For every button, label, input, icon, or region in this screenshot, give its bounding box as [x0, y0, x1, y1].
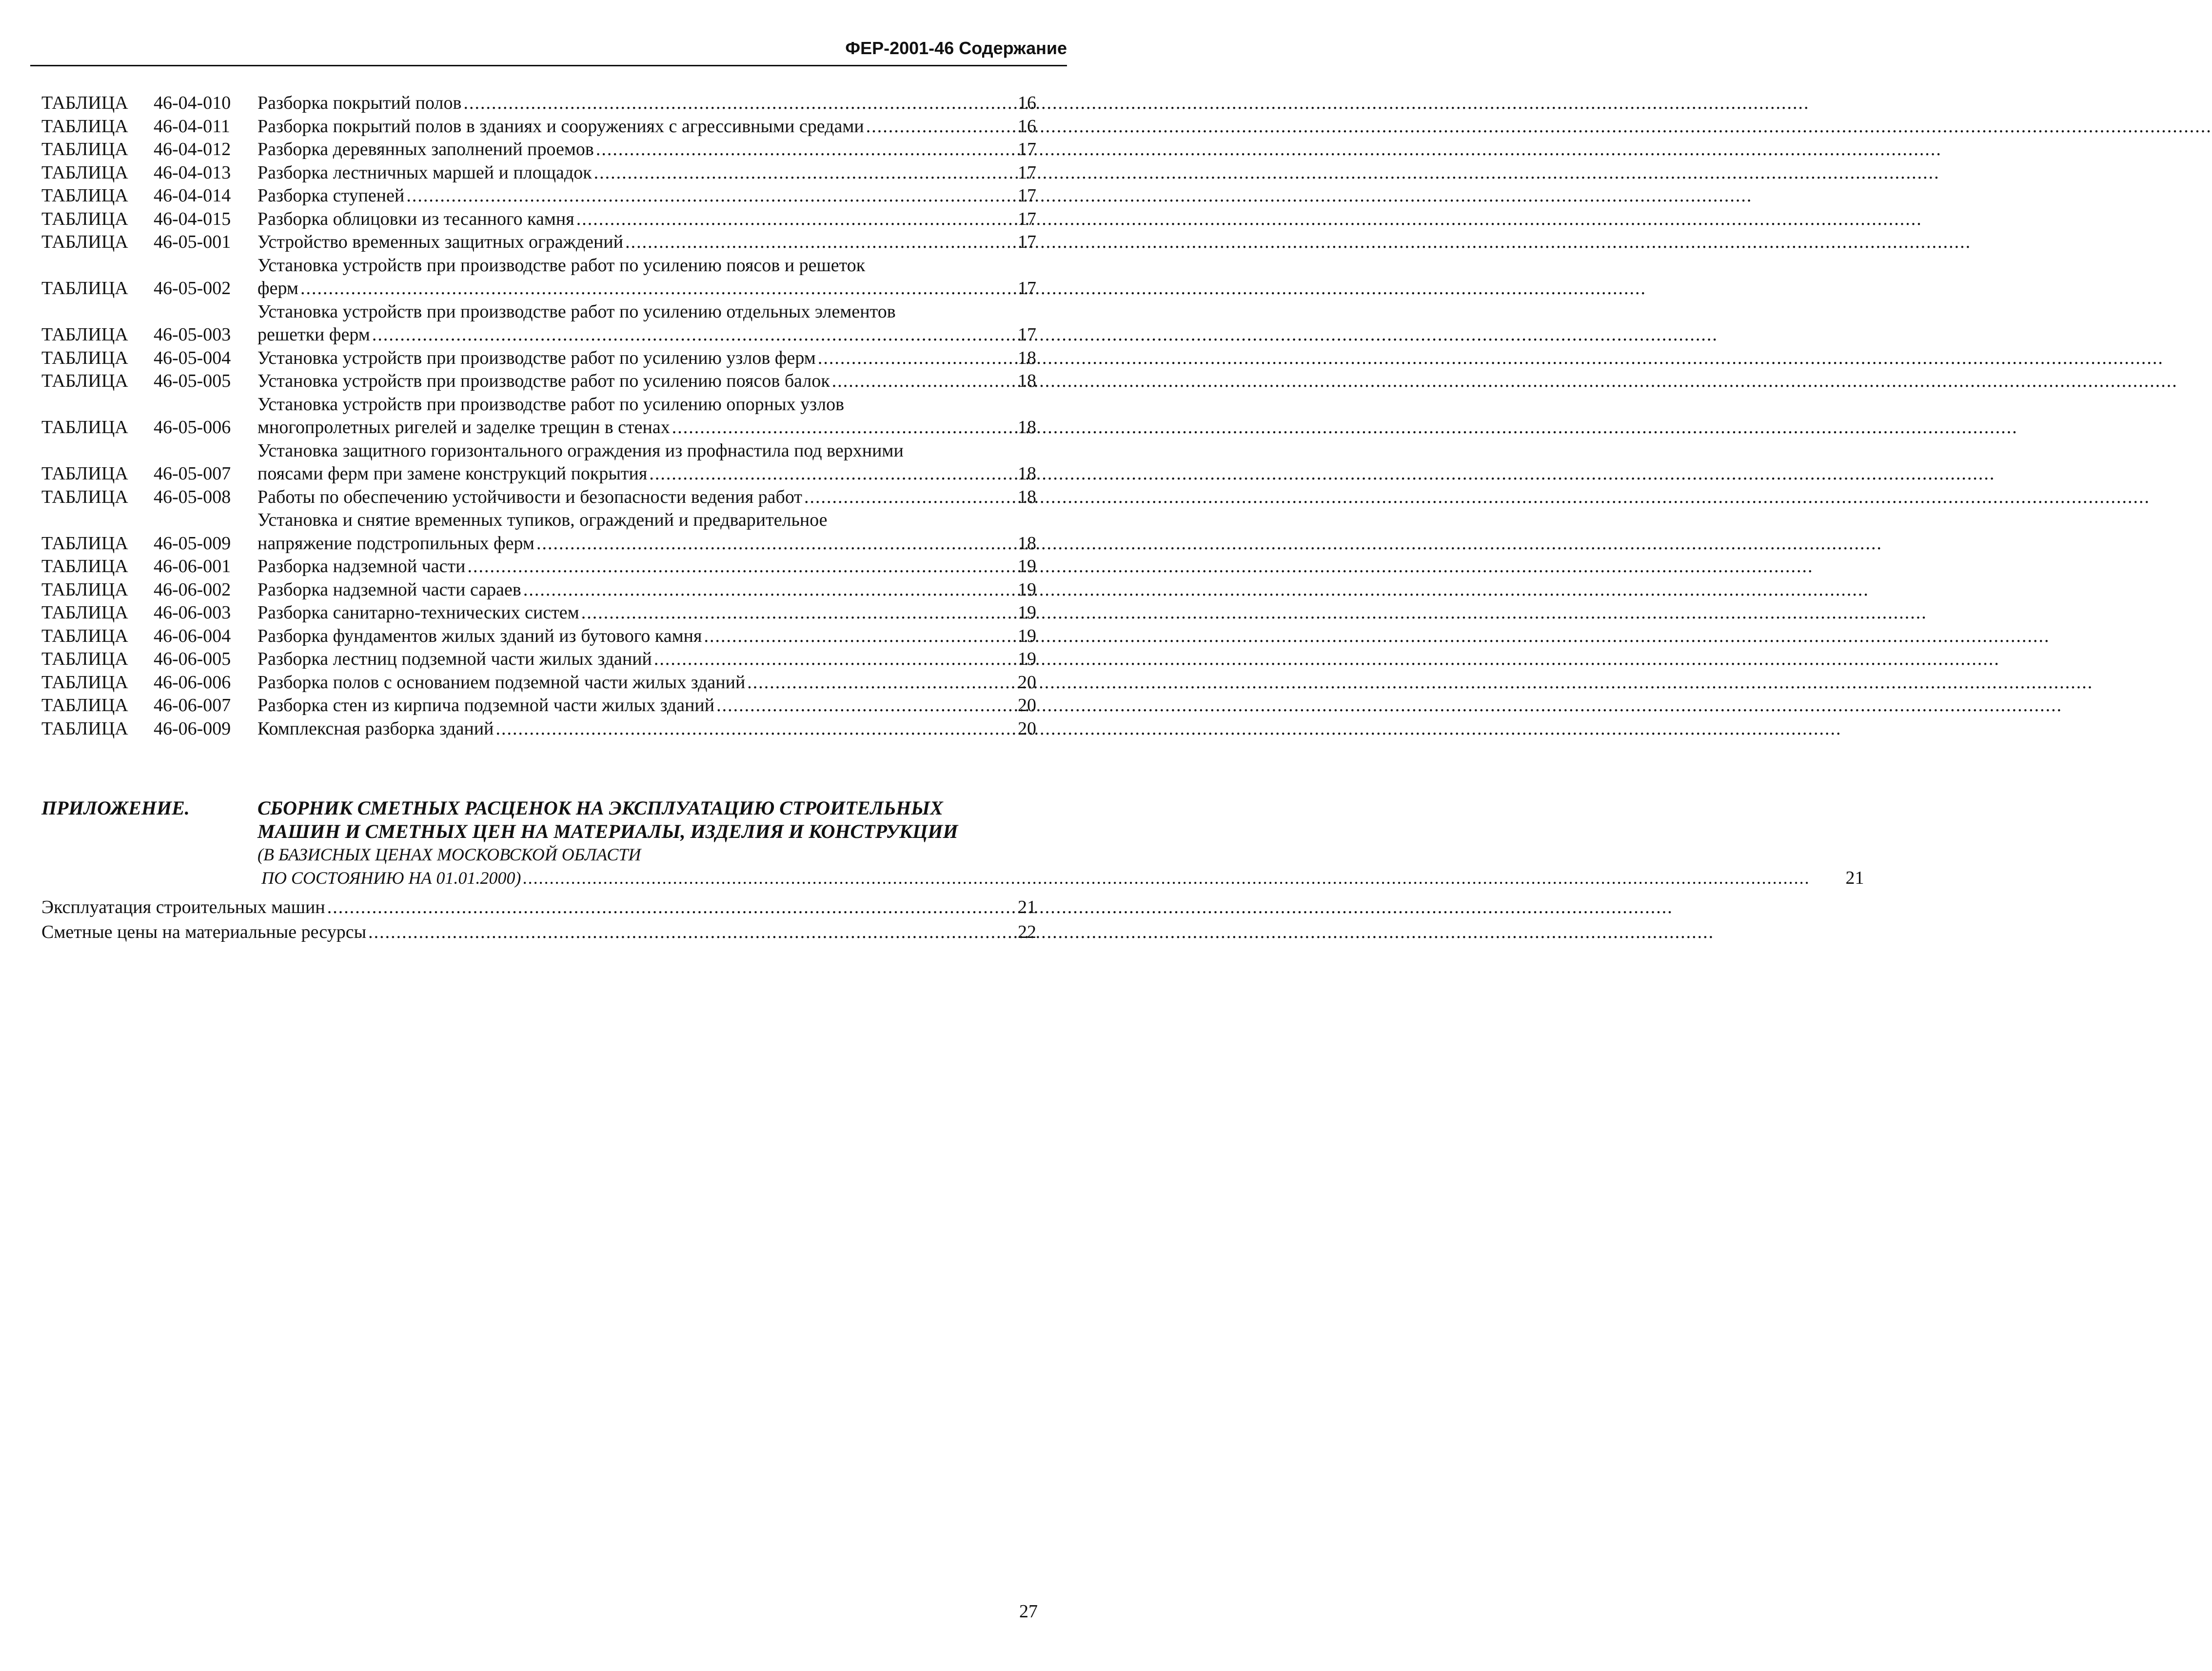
page-header-title: ФЕР-2001-46 Содержание	[845, 38, 1067, 58]
leader-dots	[536, 532, 983, 556]
toc-title-line: Работы по обеспечению устойчивости и безопасности ведения работ	[257, 486, 802, 507]
toc-row[interactable]	[41, 184, 1036, 208]
leader-dots	[704, 625, 983, 648]
toc-row[interactable]	[41, 254, 1036, 300]
toc-title-line: Устройство временных защитных ограждений	[257, 232, 624, 252]
toc-code: 46-04-014	[154, 185, 231, 206]
toc-title	[257, 393, 983, 439]
toc-page: 18	[1018, 347, 1036, 368]
toc-label: ТАБЛИЦА	[41, 347, 128, 368]
toc-title-line: Разборка лестничных маршей и площадок	[257, 162, 592, 183]
toc-row[interactable]	[41, 92, 1036, 115]
toc-label: ТАБЛИЦА	[41, 139, 128, 159]
toc-row[interactable]	[41, 347, 1036, 370]
toc-label: ТАБЛИЦА	[41, 417, 128, 438]
toc-page: 17	[1018, 208, 1036, 229]
leader-dots	[368, 920, 983, 945]
toc-title	[257, 92, 983, 115]
toc-title	[257, 578, 983, 602]
toc-label: ТАБЛИЦА	[41, 649, 128, 669]
toc-label: ТАБЛИЦА	[41, 556, 128, 577]
toc-row[interactable]	[41, 555, 1036, 578]
toc-title-line: Разборка санитарно-технических систем	[257, 602, 579, 623]
toc-page: 20	[1018, 718, 1036, 739]
toc-title	[257, 161, 983, 185]
toc-code: 46-05-006	[154, 417, 231, 438]
toc-row[interactable]	[41, 601, 1036, 625]
toc-title	[257, 254, 983, 300]
toc-label: ТАБЛИЦА	[41, 185, 128, 206]
leader-dots	[818, 347, 983, 370]
toc-title	[257, 115, 983, 139]
toc-page: 18	[1018, 486, 1036, 507]
toc-title-line: Разборка фундаментов жилых зданий из бутового камня	[257, 625, 702, 646]
appendix-note-line: ПО СОСТОЯНИЮ НА 01.01.2000)	[261, 868, 521, 888]
toc-title	[257, 694, 983, 717]
appendix-note-line: (В БАЗИСНЫХ ЦЕНАХ МОСКОВСКОЙ ОБЛАСТИ	[257, 845, 641, 864]
toc-row[interactable]	[41, 578, 1036, 602]
toc-title-line: Разборка облицовки из тесанного камня	[257, 208, 574, 229]
toc-page: 17	[1018, 232, 1036, 252]
toc-title	[257, 625, 983, 648]
leader-dots	[747, 671, 983, 695]
toc-row[interactable]	[41, 648, 1036, 671]
toc-code: 46-06-001	[154, 556, 231, 577]
toc-page: 19	[1018, 602, 1036, 623]
toc-label: ТАБЛИЦА	[41, 371, 128, 391]
toc-title	[257, 555, 983, 578]
toc-page: 20	[1018, 672, 1036, 693]
toc-code: 46-05-009	[154, 533, 231, 554]
appendix-item[interactable]	[41, 920, 1036, 945]
toc-code: 46-05-002	[154, 278, 231, 298]
toc-code: 46-06-003	[154, 602, 231, 623]
toc-row[interactable]	[41, 370, 1036, 393]
appendix-item-title: Сметные цены на материальные ресурсы	[41, 922, 367, 942]
toc-title	[257, 347, 983, 370]
header-rule	[30, 65, 1067, 66]
toc-row[interactable]	[41, 717, 1036, 741]
appendix-item[interactable]	[41, 895, 1036, 920]
toc-code: 46-06-005	[154, 649, 231, 669]
toc-title	[257, 208, 983, 231]
leader-dots	[523, 578, 983, 602]
toc-label: ТАБЛИЦА	[41, 672, 128, 693]
toc-title-line: Установка устройств при производстве работ по усилению опорных узлов	[257, 394, 845, 415]
toc-title	[257, 439, 983, 486]
toc-title-line: ферм	[257, 278, 298, 298]
leader-dots	[581, 601, 983, 625]
toc-row[interactable]	[41, 625, 1036, 648]
toc-row[interactable]	[41, 694, 1036, 717]
appendix-label: ПРИЛОЖЕНИЕ.	[41, 797, 190, 819]
leader-dots	[523, 866, 1810, 890]
leader-dots	[467, 555, 983, 578]
appendix-body	[257, 796, 1864, 890]
toc-title	[257, 601, 983, 625]
toc-label: ТАБЛИЦА	[41, 463, 128, 484]
toc-code: 46-05-005	[154, 371, 231, 391]
toc-row[interactable]	[41, 509, 1036, 555]
table-of-contents	[41, 92, 1036, 740]
toc-label: ТАБЛИЦА	[41, 625, 128, 646]
toc-row[interactable]	[41, 208, 1036, 231]
toc-code: 46-05-003	[154, 324, 231, 345]
toc-title	[257, 717, 983, 741]
toc-code: 46-06-007	[154, 695, 231, 716]
leader-dots	[672, 416, 983, 439]
toc-label: ТАБЛИЦА	[41, 486, 128, 507]
leader-dots	[496, 717, 983, 741]
toc-title	[257, 648, 983, 671]
toc-title-line: Установка устройств при производстве работ по усилению узлов ферм	[257, 347, 816, 368]
leader-dots	[866, 115, 983, 139]
toc-page: 17	[1018, 162, 1036, 183]
toc-page: 20	[1018, 695, 1036, 716]
toc-page: 17	[1018, 139, 1036, 159]
toc-title	[257, 231, 983, 254]
toc-title-line: решетки ферм	[257, 324, 370, 345]
toc-title-line: Установка устройств при производстве работ по усилению поясов и решеток	[257, 255, 866, 276]
leader-dots	[300, 277, 983, 300]
toc-code: 46-04-012	[154, 139, 231, 159]
toc-title	[257, 184, 983, 208]
toc-label: ТАБЛИЦА	[41, 718, 128, 739]
toc-code: 46-06-009	[154, 718, 231, 739]
toc-row[interactable]	[41, 300, 1036, 347]
toc-title	[257, 300, 983, 347]
toc-title-line: многопролетных ригелей и заделке трещин в стенах	[257, 417, 670, 438]
toc-label: ТАБЛИЦА	[41, 232, 128, 252]
toc-label: ТАБЛИЦА	[41, 324, 128, 345]
toc-page: 19	[1018, 556, 1036, 577]
appendix-item-page: 22	[1018, 922, 1036, 942]
leader-dots	[576, 208, 983, 231]
toc-title-line: поясами ферм при замене конструкций покрытия	[257, 463, 648, 484]
toc-page: 17	[1018, 185, 1036, 206]
appendix-items	[41, 895, 1036, 945]
leader-dots	[804, 486, 983, 509]
toc-title-line: Установка и снятие временных тупиков, ограждений и предварительное	[257, 510, 828, 530]
toc-row[interactable]	[41, 439, 1036, 486]
leader-dots	[406, 184, 983, 208]
leader-dots	[594, 161, 983, 185]
toc-code: 46-04-010	[154, 93, 231, 113]
toc-title-line: Разборка ступеней	[257, 185, 405, 206]
toc-title	[257, 509, 983, 555]
toc-title-line: Установка устройств при производстве работ по усилению поясов балок	[257, 371, 830, 391]
toc-code: 46-04-015	[154, 208, 231, 229]
toc-row[interactable]	[41, 486, 1036, 509]
toc-title-line: Разборка лестниц подземной части жилых зданий	[257, 649, 652, 669]
toc-title	[257, 486, 983, 509]
toc-page: 18	[1018, 417, 1036, 438]
appendix-entry[interactable]	[41, 796, 1864, 890]
toc-title-line: Установка устройств при производстве работ по усилению отдельных элементов	[257, 301, 896, 322]
toc-label: ТАБЛИЦА	[41, 116, 128, 137]
toc-title-line: Разборка стен из кирпича подземной части жилых зданий	[257, 695, 715, 716]
toc-row[interactable]	[41, 115, 1036, 139]
appendix-page: 21	[1845, 868, 1864, 888]
toc-page: 19	[1018, 625, 1036, 646]
toc-label: ТАБЛИЦА	[41, 162, 128, 183]
toc-title-line: Установка защитного горизонтального ограждения из профнастила под верхними	[257, 440, 904, 461]
toc-row[interactable]	[41, 138, 1036, 161]
toc-row[interactable]	[41, 161, 1036, 185]
toc-label: ТАБЛИЦА	[41, 93, 128, 113]
toc-page: 18	[1018, 533, 1036, 554]
toc-label: ТАБЛИЦА	[41, 208, 128, 229]
toc-title-line: Разборка полов с основанием подземной части жилых зданий	[257, 672, 746, 693]
toc-code: 46-06-002	[154, 579, 231, 600]
appendix-title-line: СБОРНИК СМЕТНЫХ РАСЦЕНОК НА ЭКСПЛУАТАЦИЮ СТРОИТЕЛЬНЫХ	[257, 797, 943, 819]
toc-code: 46-06-004	[154, 625, 231, 646]
toc-code: 46-06-006	[154, 672, 231, 693]
leader-dots	[327, 895, 983, 920]
toc-code: 46-04-013	[154, 162, 231, 183]
appendix-item-page: 21	[1018, 897, 1036, 917]
toc-label: ТАБЛИЦА	[41, 602, 128, 623]
toc-title-line: Разборка надземной части сараев	[257, 579, 521, 600]
toc-title-line: Разборка покрытий полов в зданиях и сооружениях с агрессивными средами	[257, 116, 864, 137]
toc-page: 16	[1018, 93, 1036, 113]
toc-page: 17	[1018, 278, 1036, 298]
toc-title-line: напряжение подстропильных ферм	[257, 533, 534, 554]
toc-page: 18	[1018, 463, 1036, 484]
toc-label: ТАБЛИЦА	[41, 695, 128, 716]
page-number: 27	[1019, 1601, 1038, 1622]
toc-title-line: Разборка покрытий полов	[257, 93, 462, 113]
toc-row[interactable]	[41, 671, 1036, 695]
toc-title-line: Комплексная разборка зданий	[257, 718, 494, 739]
appendix-item-title: Эксплуатация строительных машин	[41, 897, 325, 917]
toc-label: ТАБЛИЦА	[41, 278, 128, 298]
toc-page: 19	[1018, 649, 1036, 669]
toc-code: 46-05-008	[154, 486, 231, 507]
toc-title-line: Разборка надземной части	[257, 556, 466, 577]
toc-title-line: Разборка деревянных заполнений проемов	[257, 139, 594, 159]
toc-code: 46-05-001	[154, 232, 231, 252]
toc-row[interactable]	[41, 231, 1036, 254]
leader-dots	[372, 323, 983, 347]
leader-dots	[649, 462, 983, 486]
toc-code: 46-05-007	[154, 463, 231, 484]
toc-page: 19	[1018, 579, 1036, 600]
toc-row[interactable]	[41, 393, 1036, 439]
toc-label: ТАБЛИЦА	[41, 579, 128, 600]
toc-page: 16	[1018, 116, 1036, 137]
toc-title	[257, 138, 983, 161]
leader-dots	[625, 231, 983, 254]
toc-code: 46-04-011	[154, 116, 230, 137]
toc-title	[257, 370, 983, 393]
appendix-title-line: МАШИН И СМЕТНЫХ ЦЕН НА МАТЕРИАЛЫ, ИЗДЕЛИЯ И КОНСТРУКЦИИ	[257, 820, 958, 842]
toc-label: ТАБЛИЦА	[41, 533, 128, 554]
leader-dots	[654, 648, 983, 671]
leader-dots	[832, 370, 983, 393]
toc-page: 17	[1018, 324, 1036, 345]
leader-dots	[596, 138, 983, 161]
leader-dots	[463, 92, 983, 115]
toc-page: 18	[1018, 371, 1036, 391]
toc-title	[257, 671, 983, 695]
toc-code: 46-05-004	[154, 347, 231, 368]
appendix-note-row	[257, 866, 1864, 890]
appendix-section	[41, 796, 1864, 945]
leader-dots	[716, 694, 983, 717]
